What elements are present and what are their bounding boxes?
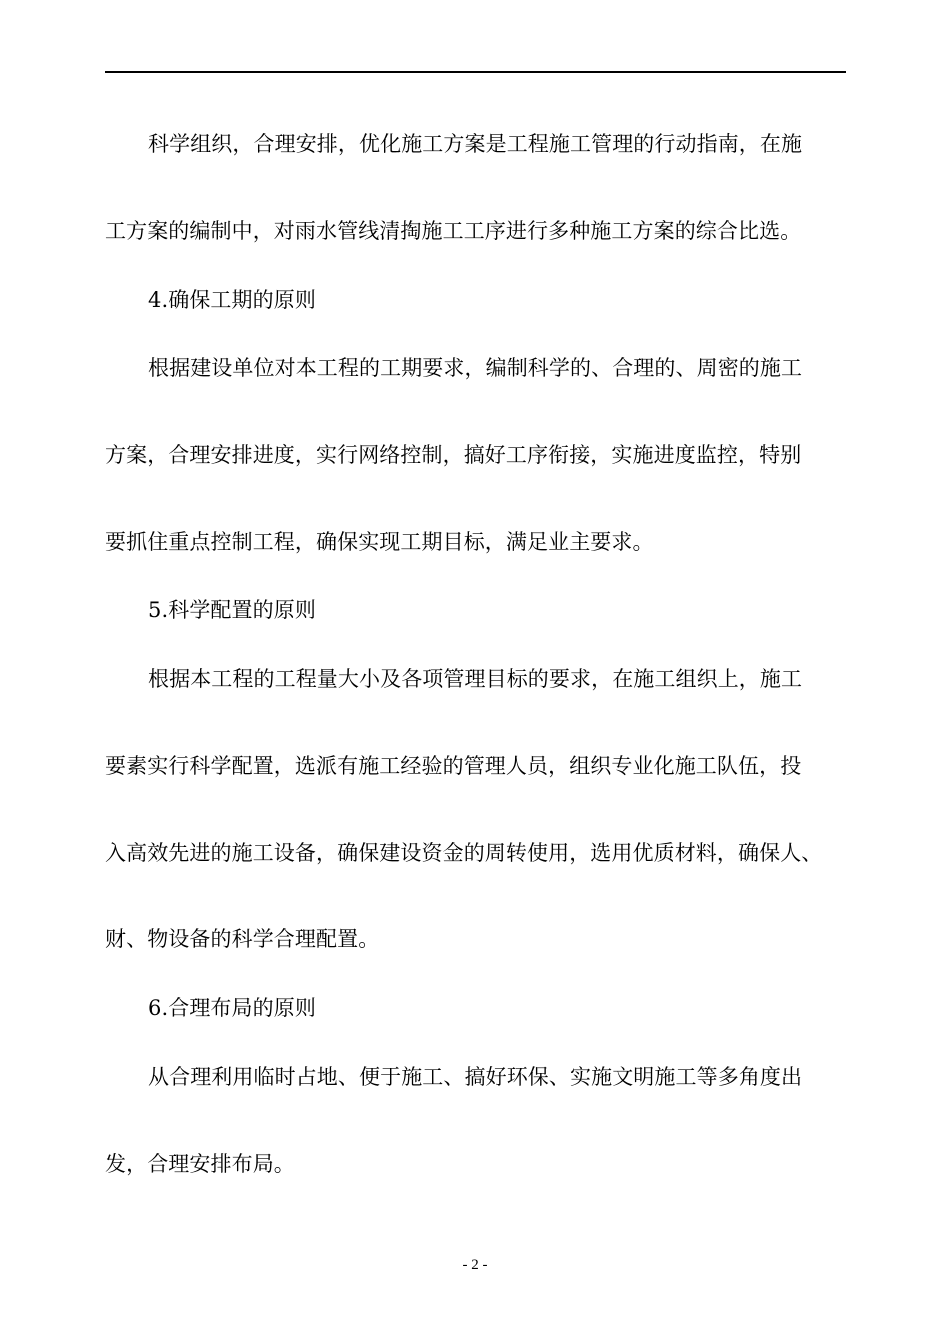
section-heading: 5.科学配置的原则: [148, 598, 316, 622]
paragraph-line: 要抓住重点控制工程，确保实现工期目标，满足业主要求。: [105, 530, 654, 554]
section-heading: 4.确保工期的原则: [148, 288, 316, 312]
paragraph-line: 入高效先进的施工设备，确保建设资金的周转使用，选用优质材料，确保人、: [105, 841, 823, 865]
paragraph-line: 工方案的编制中，对雨水管线清掏施工工序进行多种施工方案的综合比选。: [105, 219, 802, 243]
paragraph-line: 发，合理安排布局。: [105, 1152, 295, 1176]
paragraph-line: 科学组织，合理安排，优化施工方案是工程施工管理的行动指南，在施: [148, 132, 803, 156]
paragraph-line: 财、物设备的科学合理配置。: [105, 927, 380, 951]
page-number: - 2 -: [462, 1257, 488, 1273]
paragraph-line: 从合理利用临时占地、便于施工、搞好环保、实施文明施工等多角度出: [148, 1065, 803, 1089]
paragraph-line: 根据建设单位对本工程的工期要求，编制科学的、合理的、周密的施工: [148, 356, 803, 380]
paragraph-line: 要素实行科学配置，选派有施工经验的管理人员，组织专业化施工队伍，投: [105, 754, 802, 778]
paragraph-line: 根据本工程的工程量大小及各项管理目标的要求，在施工组织上，施工: [148, 667, 803, 691]
section-heading: 6.合理布局的原则: [148, 996, 316, 1020]
header-rule: [105, 71, 846, 73]
paragraph-line: 方案，合理安排进度，实行网络控制，搞好工序衔接，实施进度监控，特别: [105, 443, 802, 467]
